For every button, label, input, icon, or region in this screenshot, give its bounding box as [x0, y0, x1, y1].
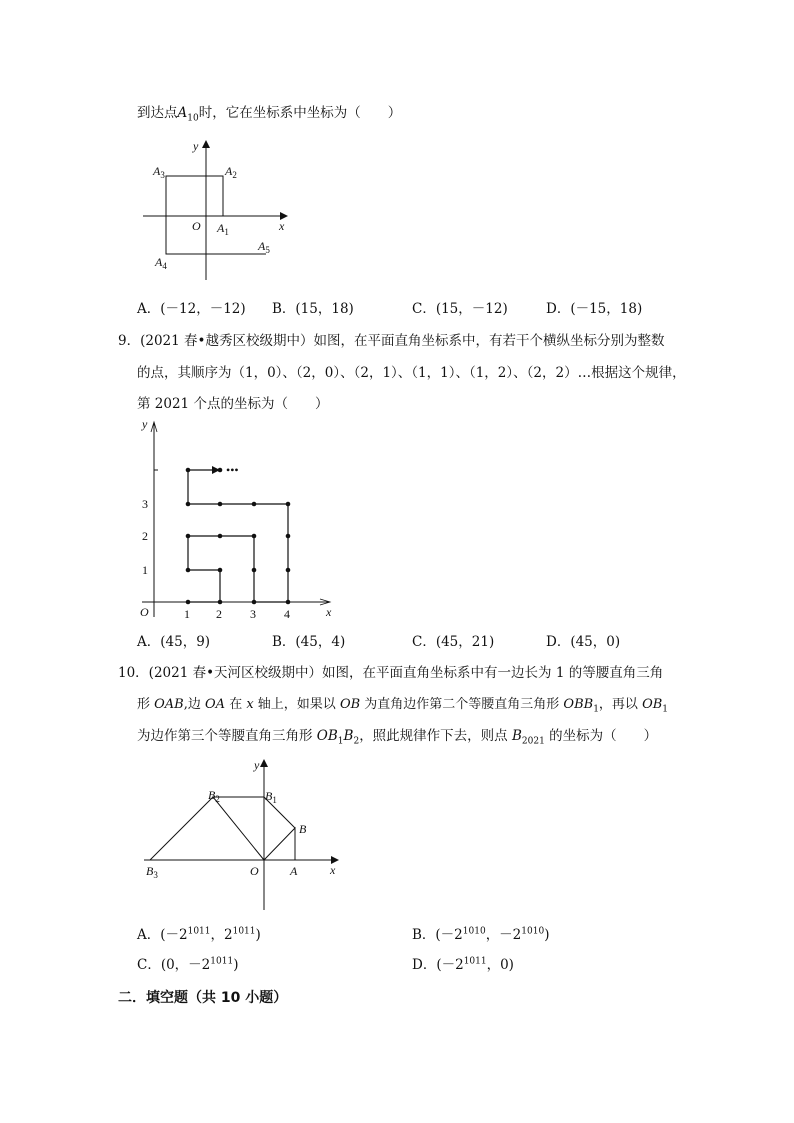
q10-label-b1: $B_1$: [265, 789, 277, 805]
q10-figure: [138, 755, 348, 915]
q9-y-tick-2: 2: [142, 529, 148, 543]
q10-stem-line3: 为边作第三个等腰直角三角形 $OB_1B_2$，照此规律作下去，则点 $B_{2021}$ 的坐标为（ ）: [137, 728, 658, 747]
q9-stem-line2: 的点，其顺序为（1，0）、（2，0）、（2，1）、（1，1）、（1，2）、（2，2）…根据这个规律，: [137, 365, 686, 381]
q9-y-label: y: [142, 417, 148, 431]
q9-option-c[interactable]: C．(45，21): [412, 634, 495, 650]
q10-option-a[interactable]: A．($-2^{1011}$，$2^{1011}$): [137, 926, 261, 943]
q9-option-d[interactable]: D．(45，0): [546, 634, 621, 650]
q9-figure: [130, 412, 345, 627]
q10-stem-line1: 10．(2021 春•天河区校级期中）如图，在平面直角坐标系中有一边长为 1 的等腰直角三角: [118, 665, 664, 681]
q10-triangle-ob2b3: [150, 797, 213, 860]
section-heading-fill-in: 二．填空题（共 10 小题）: [118, 990, 288, 1006]
q10-option-b[interactable]: B．($-2^{1010}$，$-2^{1010}$): [412, 926, 550, 943]
q9-ellipsis: •••: [226, 463, 239, 477]
q8-label-a2: $A_2$: [225, 164, 237, 180]
q10-option-c[interactable]: C．(0，$-2^{1011}$): [137, 956, 239, 973]
q8-option-b[interactable]: B．(15，18): [272, 301, 354, 317]
q9-stem-line1: 9．(2021 春•越秀区校级期中）如图，在平面直角坐标系中，有若干个横纵坐标分别为整数: [118, 333, 665, 349]
q8-y-label: y: [193, 139, 199, 153]
q9-stem-line3: 第 2021 个点的坐标为（ ）: [137, 396, 329, 412]
q10-x-label: x: [330, 863, 336, 877]
q10-triangle-ob1b2: [213, 797, 264, 860]
q8-label-a1: $A_1$: [217, 221, 229, 237]
q10-option-d[interactable]: D．($-2^{1011}$，0): [412, 956, 514, 973]
q10-label-b3: $B_3$: [146, 864, 158, 880]
q8-label-a4: $A_4$: [155, 255, 167, 271]
q10-label-b2: $B_2$: [208, 788, 220, 804]
q9-option-b[interactable]: B．(45，4): [272, 634, 346, 650]
q9-point-path: [188, 470, 288, 602]
q8-option-a[interactable]: A．(－12，－12): [137, 301, 246, 317]
q8-spiral-path: [166, 176, 266, 254]
q9-y-tick-3: 3: [142, 497, 148, 511]
q9-x-tick-3: 3: [250, 607, 256, 621]
q8-option-c[interactable]: C．(15，－12): [412, 301, 508, 317]
q8-label-a3: $A_3$: [153, 164, 165, 180]
q10-y-label: y: [254, 758, 260, 772]
q8-origin-label: O: [192, 219, 201, 233]
q9-x-tick-2: 2: [216, 607, 222, 621]
q10-stem-line2: 形 OAB,边 OA 在 x 轴上，如果以 OB 为直角边作第二个等腰直角三角形 $OBB_1$，再以 $OB_1$: [137, 697, 669, 715]
q10-origin-label: O: [250, 864, 259, 878]
q8-label-a5: $A_5$: [258, 239, 270, 255]
q9-x-tick-4: 4: [284, 607, 290, 621]
q10-label-b: B: [299, 822, 307, 836]
q8-figure: [135, 135, 305, 285]
q9-origin-label: O: [140, 605, 149, 619]
q10-triangle-oab: [264, 828, 295, 860]
q8-x-label: x: [279, 219, 285, 233]
q10-label-a: A: [290, 864, 298, 878]
q9-y-tick-1: 1: [142, 563, 148, 577]
q9-x-label: x: [326, 605, 332, 619]
q9-option-a[interactable]: A．(45，9): [137, 634, 211, 650]
q9-x-tick-1: 1: [184, 607, 190, 621]
q8-option-d[interactable]: D．(－15，18): [546, 301, 643, 317]
q10-triangle-obb1: [264, 797, 295, 860]
q8-intro: 到达点$A_{10}$时，它在坐标系中坐标为（ ）: [137, 105, 402, 124]
